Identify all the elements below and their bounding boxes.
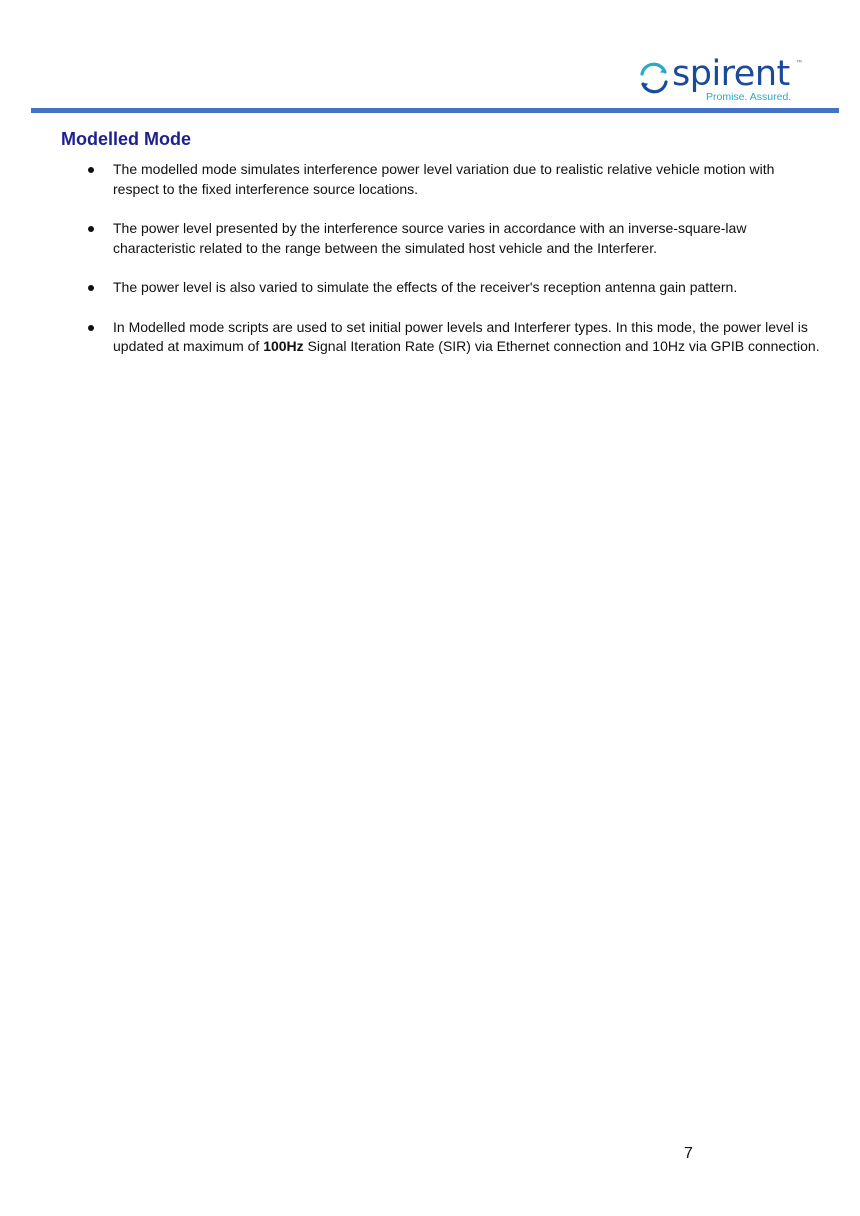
- bullet-dot: [88, 325, 94, 331]
- bullet-text-before: In Modelled mode scripts are used to set initial power levels and Interferer types. In this mode, the power level is updated at maximum of: [113, 318, 808, 354]
- list-item: [86, 278, 821, 298]
- bullet-list: [86, 160, 821, 377]
- logo-trademark: ™: [796, 60, 802, 66]
- list-item: [86, 318, 821, 357]
- spirent-circle-arrows-icon: [636, 60, 672, 96]
- bullet-dot: [88, 226, 94, 232]
- bullet-text-bold: 100Hz: [263, 338, 304, 354]
- section-title: Modelled Mode: [61, 129, 191, 149]
- bullet-dot: [88, 167, 94, 173]
- bullet-text: The power level is also varied to simulate the effects of the receiver's reception antenna gain pattern.: [113, 279, 738, 295]
- logo-tagline: Promise. Assured.: [706, 91, 792, 103]
- header-rule: [31, 108, 839, 113]
- logo-wordmark: spirent: [672, 54, 790, 94]
- list-item: [86, 160, 821, 199]
- list-item: [86, 219, 821, 258]
- bullet-text-after: Signal Iteration Rate (SIR) via Ethernet connection and 10Hz via GPIB connection.: [303, 338, 820, 354]
- bullet-text: The power level presented by the interference source varies in accordance with an inverse-square-law characteristic related to the range between the simulated host vehicle and the Interferer.: [113, 220, 747, 256]
- bullet-text: The modelled mode simulates interference power level variation due to realistic relative vehicle motion with respect to the fixed interference source locations.: [113, 161, 775, 197]
- page-number: 7: [684, 1145, 693, 1162]
- bullet-dot: [88, 285, 94, 291]
- bullet-text: [113, 319, 820, 355]
- spirent-logo: [636, 54, 808, 104]
